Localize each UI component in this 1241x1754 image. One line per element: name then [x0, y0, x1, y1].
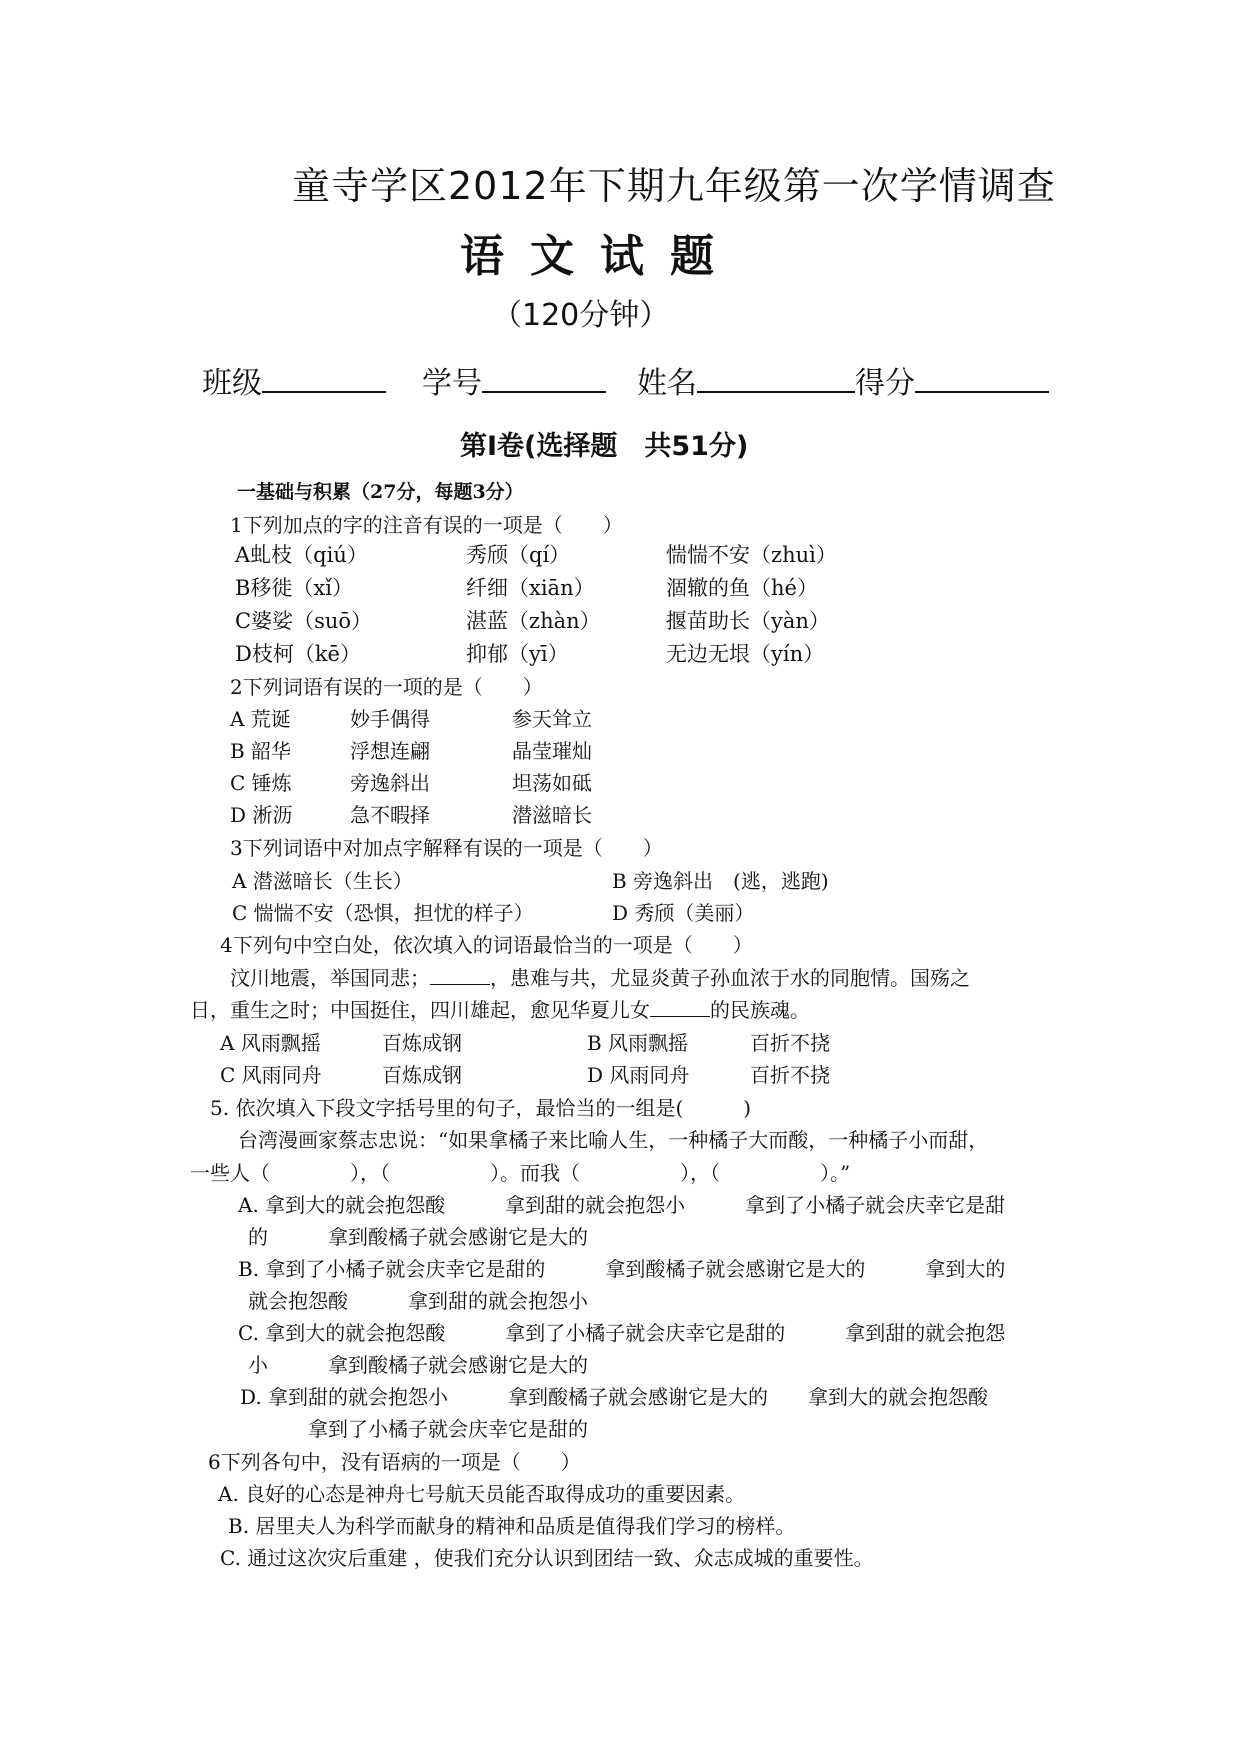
- q5-passage-line: 台湾漫画家蔡志忠说：“如果拿橘子来比喻人生，一种橘子大而酸，一种橘子小而甜，: [238, 1128, 989, 1152]
- q4-option: C 风雨同舟: [220, 1063, 322, 1087]
- q3-option: D 秀颀（美丽）: [612, 901, 755, 925]
- q1-option: B移徙（xǐ）: [235, 576, 353, 600]
- q4-option: 百炼成钢: [382, 1063, 462, 1087]
- q5-option-d-cont: 拿到了小橘子就会庆幸它是甜的: [308, 1417, 588, 1441]
- q5-option-c: C. 拿到大的就会抱怨酸 拿到了小橘子就会庆幸它是甜的 拿到甜的就会抱怨: [238, 1321, 1006, 1345]
- q4-blank-2: [650, 998, 710, 1017]
- q4-option: B 风雨飘摇: [587, 1031, 689, 1055]
- score-field: [855, 358, 1049, 402]
- q1-option: D枝柯（kē）: [235, 642, 361, 666]
- name-blank[interactable]: [697, 363, 855, 393]
- q2-option: 浮想连翩: [350, 739, 430, 763]
- q3-stem: 3下列词语中对加点字解释有误的一项是（ ）: [230, 836, 663, 860]
- q5-option-b: B. 拿到了小橘子就会庆幸它是甜的 拿到酸橘子就会感谢它是大的 拿到大的: [238, 1257, 1006, 1281]
- q1-option: 纤细（xiān）: [466, 576, 595, 600]
- q2-option: 急不暇择: [350, 803, 430, 827]
- q5-option-d: D. 拿到甜的就会抱怨小 拿到酸橘子就会感谢它是大的 拿到大的就会抱怨酸: [240, 1385, 989, 1409]
- q5-stem: 5. 依次填入下段文字括号里的句子，最恰当的一组是( ): [210, 1096, 752, 1120]
- q2-option: 旁逸斜出: [350, 771, 430, 795]
- q1-option: 惴惴不安（zhuì）: [666, 543, 837, 567]
- q2-option: C 锤炼: [230, 771, 292, 795]
- q6-stem: 6下列各句中，没有语病的一项是（ ）: [208, 1450, 581, 1474]
- q2-option: 晶莹璀灿: [512, 739, 592, 763]
- q4-stem: 4下列句中空白处，依次填入的词语最恰当的一项是（ ）: [220, 933, 753, 957]
- q1-option: C婆娑（suō）: [235, 609, 373, 633]
- class-field: [202, 358, 386, 402]
- q1-option: 无边无垠（yín）: [666, 642, 825, 666]
- q5-passage-line: 一些人（ ），（ ）。而我（ ），（ ）。”: [190, 1161, 851, 1185]
- q1-option: 抑郁（yī）: [466, 642, 569, 666]
- q3-option: C 惴惴不安（恐惧，担忧的样子）: [232, 901, 534, 925]
- q4-option: D 风雨同舟: [587, 1063, 690, 1087]
- section-title: 一基础与积累（27分，每题3分）: [237, 481, 524, 503]
- q4-passage-line-1: 汶川地震，举国同悲； ，患难与共，尤显炎黄子孙血浓于水的同胞情。国殇之: [230, 966, 970, 990]
- duration: （120分钟）: [492, 298, 670, 333]
- number-field: [422, 358, 606, 402]
- number-blank[interactable]: [482, 363, 606, 393]
- q4-option: 百折不挠: [750, 1063, 830, 1087]
- q2-option: D 淅沥: [230, 803, 293, 827]
- q4-option: 百折不挠: [750, 1031, 830, 1055]
- q2-option: 潜滋暗长: [512, 803, 592, 827]
- q2-option: 参天耸立: [512, 707, 592, 731]
- class-label: 班级: [202, 366, 262, 401]
- part-title: 第Ⅰ卷(选择题 共51分): [460, 431, 749, 462]
- q1-stem: 1下列加点的字的注音有误的一项是（ ）: [230, 513, 623, 537]
- q5-option-a: A. 拿到大的就会抱怨酸 拿到甜的就会抱怨小 拿到了小橘子就会庆幸它是甜: [238, 1193, 1006, 1217]
- score-blank[interactable]: [915, 363, 1049, 393]
- q4-blank-1: [430, 966, 490, 985]
- q1-option: A虬枝（qiú）: [235, 543, 368, 567]
- q2-option: B 韶华: [230, 739, 292, 763]
- q2-option: 坦荡如砥: [512, 771, 592, 795]
- q2-option: 妙手偶得: [350, 707, 430, 731]
- q1-option: 涸辙的鱼（hé）: [666, 576, 818, 600]
- q6-option: B. 居里夫人为科学而献身的精神和品质是值得我们学习的榜样。: [228, 1514, 796, 1538]
- class-blank[interactable]: [262, 363, 386, 393]
- q6-option: A. 良好的心态是神舟七号航天员能否取得成功的重要因素。: [218, 1482, 746, 1506]
- q1-option: 秀颀（qí）: [466, 543, 571, 567]
- q3-option: A 潜滋暗长（生长）: [232, 869, 413, 893]
- q5-option-a-cont: 的 拿到酸橘子就会感谢它是大的: [248, 1225, 588, 1249]
- q1-option: 湛蓝（zhàn）: [466, 609, 601, 633]
- q5-option-b-cont: 就会抱怨酸 拿到甜的就会抱怨小: [248, 1289, 588, 1313]
- q6-option: C. 通过这次灾后重建 ，使我们充分认识到团结一致、众志成城的重要性。: [220, 1546, 874, 1570]
- q2-option: A 荒诞: [230, 707, 291, 731]
- q3-option: B 旁逸斜出 (逃，逃跑): [612, 869, 829, 893]
- q5-option-c-cont: 小 拿到酸橘子就会感谢它是大的: [248, 1353, 588, 1377]
- name-field: [637, 358, 855, 402]
- q4-option: 百炼成钢: [382, 1031, 462, 1055]
- score-label: 得分: [855, 366, 915, 401]
- q4-passage-line-2: 日，重生之时；中国挺住，四川雄起，愈见华夏儿女 的民族魂。: [190, 998, 810, 1022]
- subject-title: 语文试题: [460, 231, 740, 282]
- exam-title: 童寺学区2012年下期九年级第一次学情调查: [292, 164, 1056, 208]
- q1-option: 揠苗助长（yàn）: [666, 609, 830, 633]
- q4-option: A 风雨飘摇: [220, 1031, 321, 1055]
- q2-stem: 2下列词语有误的一项的是（ ）: [230, 675, 543, 699]
- number-label: 学号: [422, 366, 482, 401]
- name-label: 姓名: [637, 366, 697, 401]
